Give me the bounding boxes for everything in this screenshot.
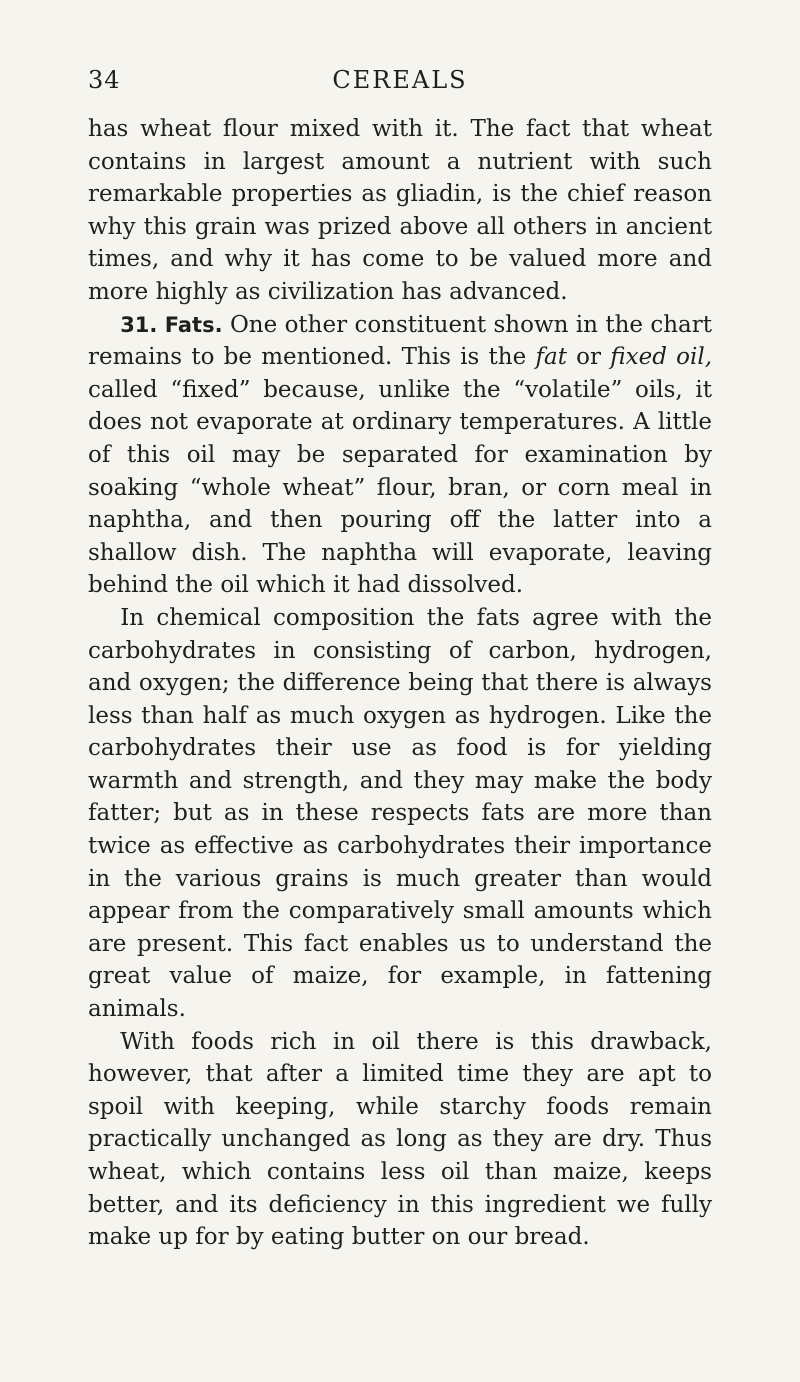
- paragraph-continued: has wheat flour mixed with it. The fact that wheat contains in largest amount a nutrient with such remarkable properties as gliadin, is the chief reason why this grain was prized above all others in ancient times, and why it has come to be valued more and more highly as civilization has advanced.: [88, 116, 712, 305]
- italic-term-fat: fat: [535, 344, 567, 371]
- page-header: [88, 66, 712, 104]
- page-number: 34: [88, 66, 121, 94]
- paragraph-text: One other constituent shown in the chart remains to be mentioned. This is the: [88, 311, 713, 371]
- paragraph-drawback: With foods rich in oil there is this drawback, however, that after a limited time they are apt to spoil with keeping, while starchy foods remain practically unchanged as long as they are dry. Thus wheat, which contains less oil than maize, keeps better, and its deficiency in this ingredient we fully make up for by eating butter on our bread.: [88, 1028, 712, 1251]
- book-page: [0, 66, 800, 1382]
- body-text: [88, 113, 712, 1254]
- paragraph-composition: In chemical composition the fats agree with the carbohydrates in consisting of carbon, hydrogen, and oxygen; the difference being that there is always less than half as much oxygen as hydrogen. Like the carbohydrates their use as food is for yielding warmth and strength, and they may make the body fatter; but as in these respects fats are more than twice as effective as carbohydrates their importance in the various grains is much greater than would appear from the comparatively small amounts which are present. This fact enables us to understand the great value of maize, for example, in fattening animals.: [88, 604, 712, 1023]
- italic-term-fixed-oil: fixed oil,: [610, 344, 713, 371]
- paragraph-text: called “fixed” because, unlike the “volatile” oils, it does not evaporate at ordinary temperatures. A little of this oil may be separated for examination by soaking “whole wheat” flour, bran, or corn meal in naphtha, and then pouring off the latter into a shallow dish. The naphtha will evaporate, leaving behind the oil which it had dissolved.: [88, 376, 712, 599]
- paragraph-fats: [88, 309, 712, 602]
- running-head: CEREALS: [332, 66, 468, 94]
- section-title: Fats.: [164, 312, 223, 337]
- paragraph-text: or: [566, 344, 611, 371]
- section-number: 31.: [120, 312, 158, 337]
